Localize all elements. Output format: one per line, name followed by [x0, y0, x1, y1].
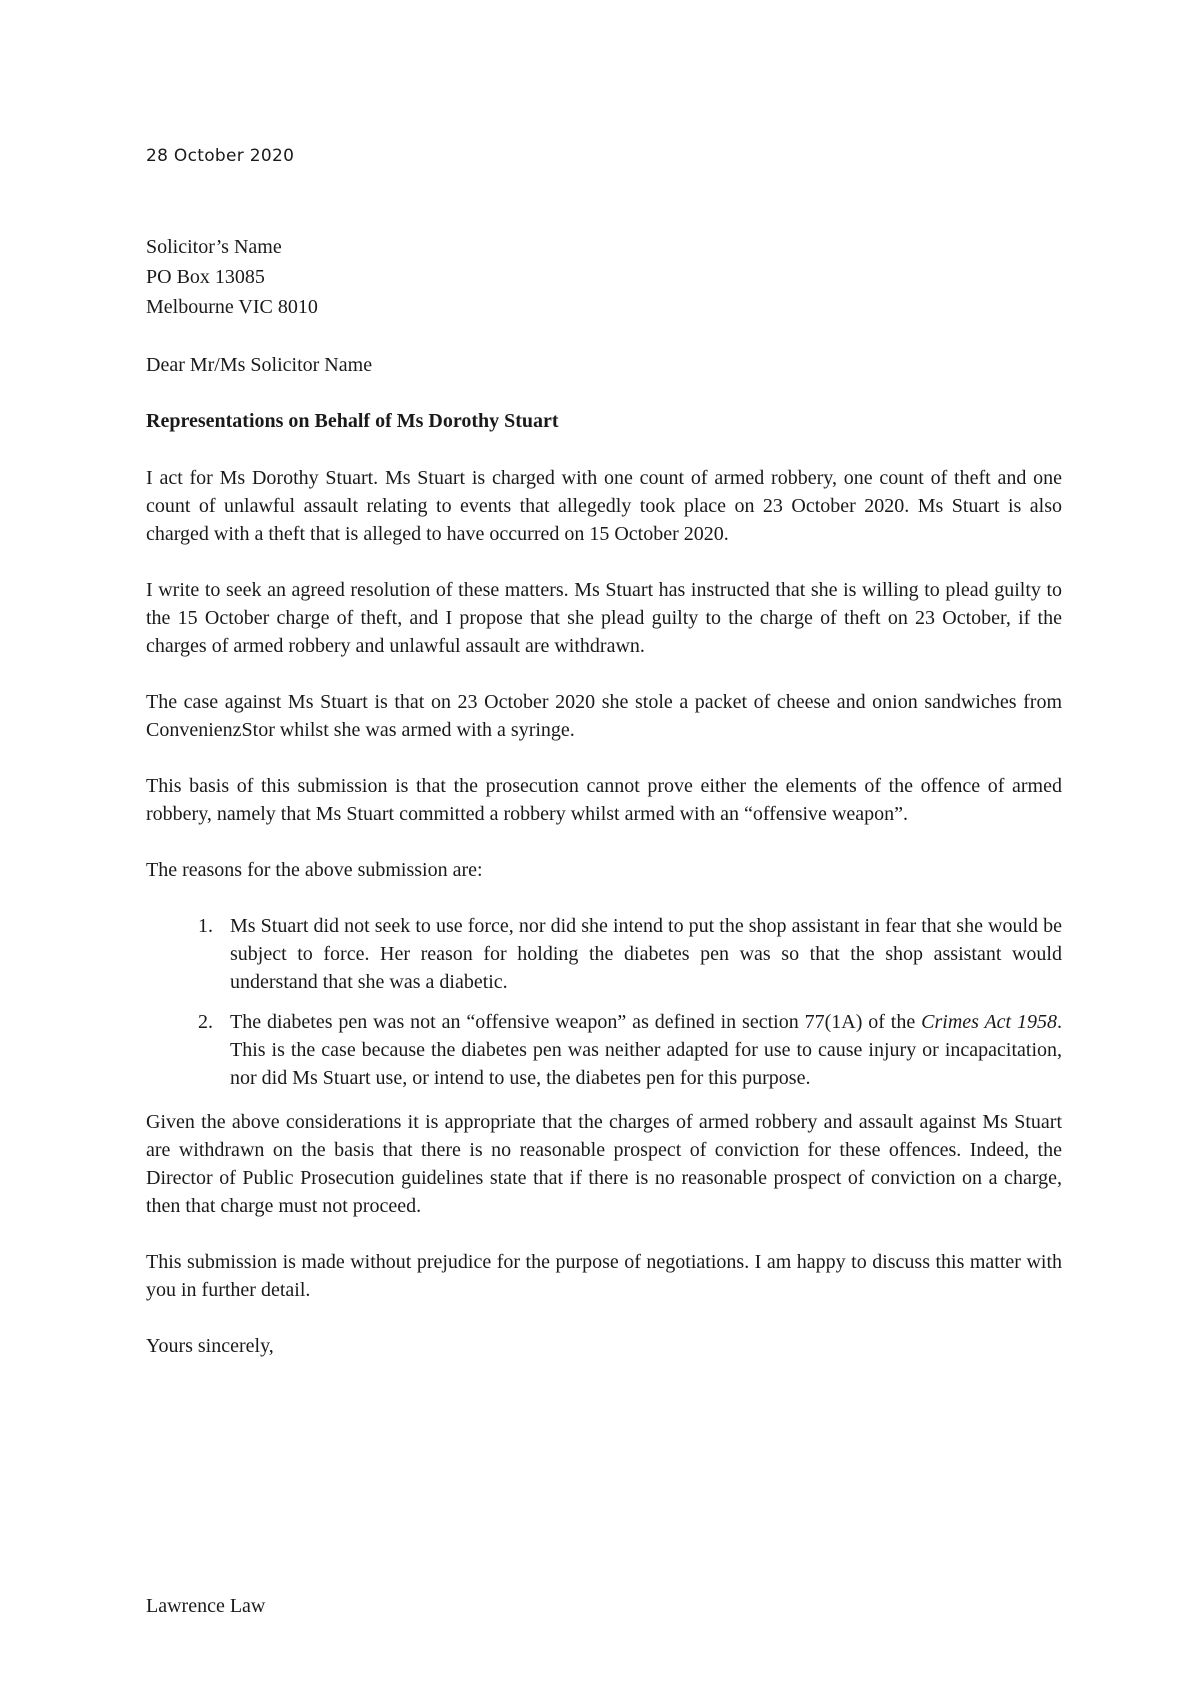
reason-item-1-text: Ms Stuart did not seek to use force, nor did she intend to put the shop assistant in fear that she would be subject to force. Her reason for holding the diabetes pen was so that the shop assistant would understand that she was a diabetic. — [230, 915, 1062, 993]
recipient-name: Solicitor’s Name — [146, 236, 282, 258]
paragraph-without-prejudice: This submission is made without prejudice for the purpose of negotiations. I am happy to discuss this matter with you in further detail. — [146, 1251, 1062, 1301]
reason-item-2-before: The diabetes pen was not an “offensive weapon” as defined in section 77(1A) of the — [230, 1011, 922, 1033]
signature-name: Lawrence Law — [146, 1595, 266, 1617]
letter-body — [146, 464, 1062, 1388]
salutation: Dear Mr/Ms Solicitor Name — [146, 354, 373, 376]
paragraph-conclusion: Given the above considerations it is appropriate that the charges of armed robbery and assault against Ms Stuart are withdrawn on the basis that there is no reasonable prospect of conviction for these offences. Indeed, the Director of Public Prosecution guidelines state that if there is no reasonable prospect of conviction on a charge, then that charge must not proceed. — [146, 1111, 1062, 1217]
paragraph-case: The case against Ms Stuart is that on 23 October 2020 she stole a packet of cheese and onion sandwiches from ConvenienzStor whilst she was armed with a syringe. — [146, 691, 1062, 741]
recipient-city: Melbourne VIC 8010 — [146, 296, 318, 318]
closing: Yours sincerely, — [146, 1335, 274, 1357]
letter-date: 28 October 2020 — [146, 146, 295, 166]
act-citation: Crimes Act 1958 — [921, 1011, 1057, 1033]
recipient-address — [146, 232, 318, 322]
reason-item-2-after: . This is the case because the diabetes pen was neither adapted for use to cause injury or incapacitation, nor did Ms Stuart use, or intend to use, the diabetes pen for this purpose. — [230, 1011, 1062, 1089]
reason-item-2 — [218, 1008, 1062, 1092]
paragraph-intro: I act for Ms Dorothy Stuart. Ms Stuart is charged with one count of armed robbery, one count of theft and one count of unlawful assault relating to events that allegedly took place on 23 October 2020. Ms Stuart is also charged with a theft that is alleged to have occurred on 15 October 2020. — [146, 467, 1062, 545]
paragraph-proposal: I write to seek an agreed resolution of these matters. Ms Stuart has instructed that she is willing to plead guilty to the 15 October charge of theft, and I propose that she plead guilty to the charge of theft on 23 October, if the charges of armed robbery and unlawful assault are withdrawn. — [146, 579, 1062, 657]
paragraph-reasons-intro: The reasons for the above submission are: — [146, 859, 483, 881]
reasons-list — [146, 912, 1062, 1092]
subject-heading: Representations on Behalf of Ms Dorothy Stuart — [146, 410, 559, 432]
reason-item-1 — [218, 912, 1062, 996]
recipient-po-box: PO Box 13085 — [146, 266, 265, 288]
paragraph-basis: This basis of this submission is that the prosecution cannot prove either the elements of the offence of armed robbery, namely that Ms Stuart committed a robbery whilst armed with an “offensive weapon”. — [146, 775, 1062, 825]
